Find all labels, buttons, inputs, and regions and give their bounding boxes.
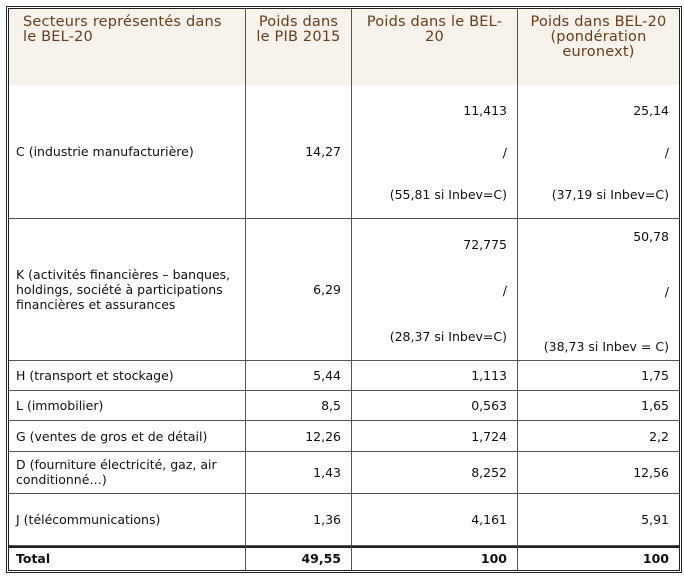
bel20-value: 72,775 [463, 237, 507, 253]
sector-label: J (télécommunications) [9, 494, 246, 546]
bel20-alt-value: (28,37 si Inbev=C) [389, 328, 507, 344]
bel20-weight: 1,724 [352, 421, 518, 451]
total-euronext: 100 [518, 546, 679, 570]
header-gdp-weight: Poids dans le PIB 2015 [246, 9, 352, 85]
gdp-weight: 1,36 [246, 494, 352, 546]
total-gdp: 49,55 [246, 546, 352, 570]
table-row [9, 452, 679, 494]
total-row [9, 546, 679, 570]
table-container [6, 6, 676, 573]
bel20-weight: 0,563 [352, 391, 518, 421]
euronext-value: 25,14 [633, 103, 669, 118]
header-sector: Secteurs représentés dans le BEL-20 [9, 9, 246, 85]
bel20-value: 11,413 [463, 103, 507, 118]
table-row [9, 421, 679, 451]
sector-label: G (ventes de gros et de détail) [9, 421, 246, 451]
bel20-alt-value: (55,81 si Inbev=C) [389, 187, 507, 203]
separator: / [664, 284, 669, 300]
table-row [9, 494, 679, 546]
sector-label: C (industrie manufacturière) [9, 85, 246, 219]
gdp-weight: 12,26 [246, 421, 352, 451]
gdp-weight: 8,5 [246, 391, 352, 421]
table-row [9, 219, 679, 360]
euronext-alt-value: (37,19 si Inbev=C) [551, 187, 669, 203]
euronext-weight: 5,91 [518, 494, 679, 546]
euronext-weight: 12,56 [518, 452, 679, 494]
euronext-value: 50,78 [633, 229, 669, 245]
header-euronext-weight: Poids dans BEL-20 (pondération euronext) [518, 9, 679, 85]
euronext-weight: 1,75 [518, 361, 679, 391]
separator: / [502, 145, 507, 161]
table-row [9, 85, 679, 219]
euronext-weight [518, 219, 679, 360]
sector-label: K (activités financières – banques, holdings, société à participations financières et assurances [9, 219, 246, 360]
table-row [9, 391, 679, 421]
bel20-weight [352, 85, 518, 219]
gdp-weight: 6,29 [246, 219, 352, 360]
euronext-weight [518, 85, 679, 219]
table-row [9, 361, 679, 391]
bel20-weight: 8,252 [352, 452, 518, 494]
total-label: Total [9, 546, 246, 570]
euronext-weight: 2,2 [518, 421, 679, 451]
sector-weights-table [6, 6, 682, 573]
gdp-weight: 5,44 [246, 361, 352, 391]
sector-label: D (fourniture électricité, gaz, air conditionné…) [9, 452, 246, 494]
sector-label: H (transport et stockage) [9, 361, 246, 391]
euronext-weight: 1,65 [518, 391, 679, 421]
bel20-weight: 4,161 [352, 494, 518, 546]
gdp-weight: 1,43 [246, 452, 352, 494]
total-bel20: 100 [352, 546, 518, 570]
separator: / [664, 145, 669, 161]
sector-label: L (immobilier) [9, 391, 246, 421]
bel20-weight: 1,113 [352, 361, 518, 391]
header-bel20-weight: Poids dans le BEL-20 [352, 9, 518, 85]
bel20-weight [352, 219, 518, 360]
gdp-weight: 14,27 [246, 85, 352, 219]
separator: / [502, 283, 507, 299]
header-row [9, 9, 679, 85]
euronext-alt-value: (38,73 si Inbev = C) [543, 338, 669, 354]
